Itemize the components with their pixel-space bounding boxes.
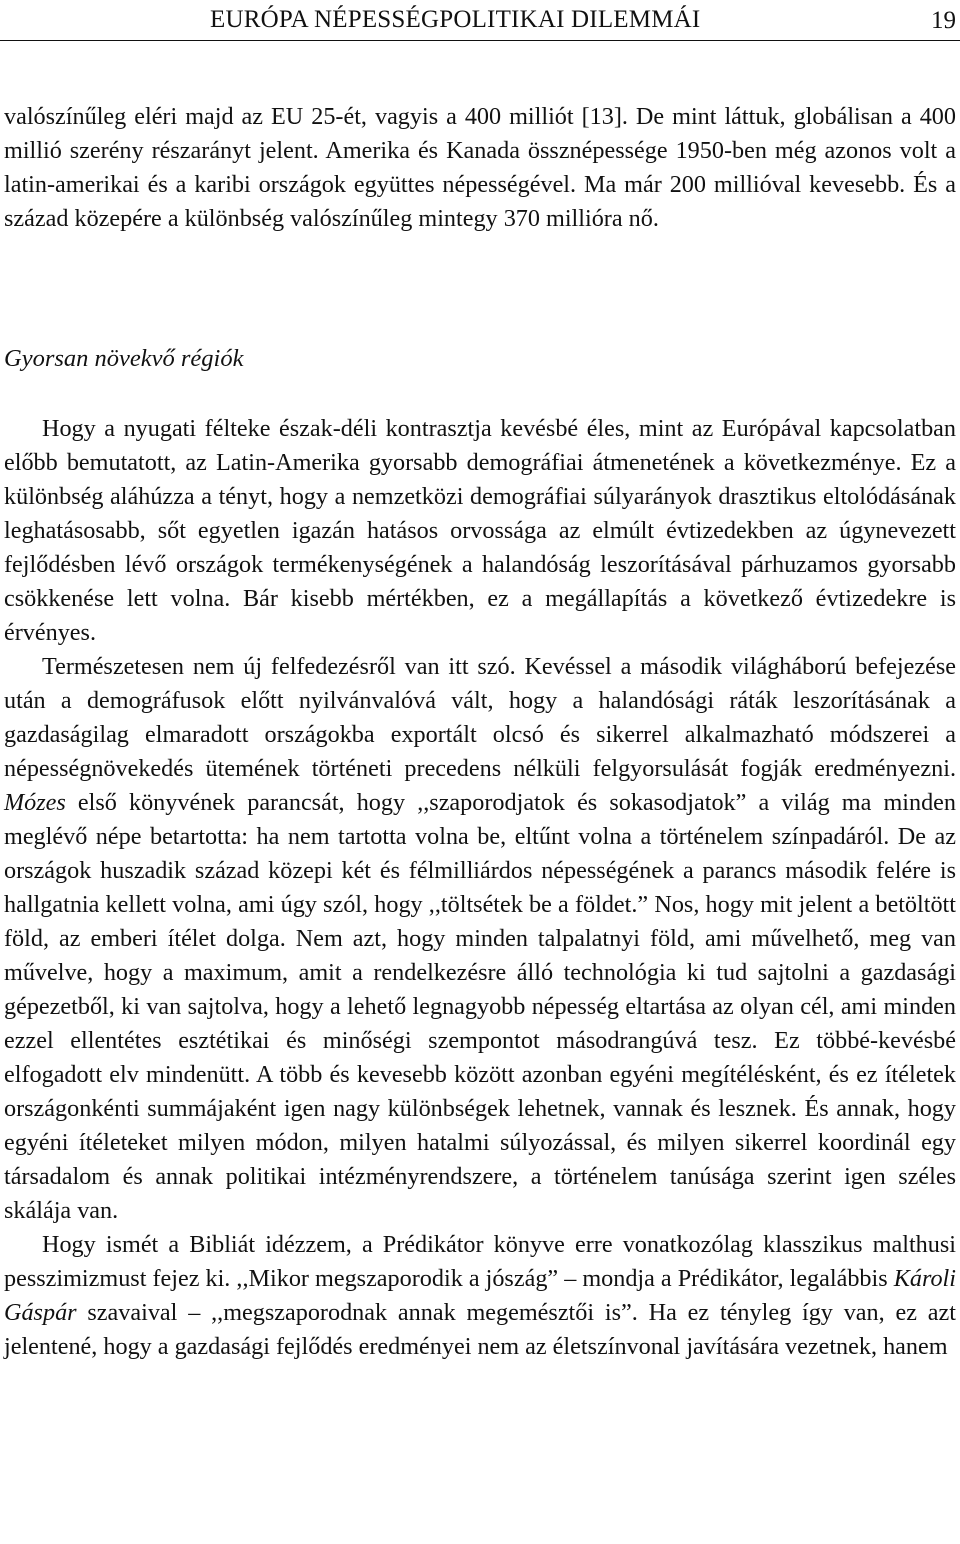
running-header [0,0,960,41]
person-name-karoli: Károli Gáspár [4,1265,956,1326]
paragraph-bible-text-2: szavaival – ,,megszaporodnak annak megemésztői is”. Ha ez tényleg így van, ez azt jelentené, hogy a gazdasági fejlődés eredményei nem az életszínvonal javítására vezetnek, hanem [4,1299,956,1360]
paragraph-bible-text-1: Hogy ismét a Bibliát idézzem, a Prédikátor könyve erre vonatkozólag klasszikus malthusi pesszimizmust fejez ki. ,,Mikor megszaporodik a jószág” – mondja a Prédikátor, legalábbis [4,1231,956,1292]
section-body [4,412,956,1364]
paragraph-discovery-text-2: első könyvének parancsát, hogy ,,szaporodjatok és sokasodjatok” a világ ma minden meglévő népe betartotta: ha nem tartotta volna be, eltűnt volna a történelem színpadáról. De az országok huszadik század közepi két és félmilliárdos népességének a parancs második felére is hallgatnia kellett volna, ami úgy szól, hogy ,,töltsétek be a földet.” Nos, hogy mit jelent a betöltött föld, az emberi ítélet dolga. Nem azt, hogy minden talpalatnyi föld, ami művelhető, meg van művelve, hogy a maximum, amit a rendelkezésre álló technológia ki tud sajtolni a gazdasági gépezetből, ki van sajtolva, hogy a lehető legnagyobb népesség eltartása az olyan cél, ami minden ezzel ellentétes esztétikai és minőségi szempontot másodrangúvá tesz. Ez többé-kevésbé elfogadott elv mindenütt. A több és kevesebb között azonban egyéni megítélésként, és ez ítéletek országonkénti summájaként igen nagy különbségek lehetnek, vannak és lesznek. És annak, hogy egyéni ítéleteket milyen módon, milyen hatalmi súlyozással, és milyen sikerrel koordinál egy társadalom és annak politikai intézményrendszere, a történelem tanúsága szerint igen széles skálája van. [4,789,956,1224]
paragraph-discovery-text-1: Természetesen nem új felfedezésről van itt szó. Kevéssel a második világháború befejezése után a demográfusok előtt nyilvánvalóvá vált, hogy a halandósági ráták leszorításának a gazdaságilag elmaradott országokba exportált olcsó és sikerrel alkalmazható módszerei a népességnövekedés ütemének történeti precedens nélküli felgyorsulását fogják eredményezni. [4,653,956,782]
person-name-mozes: Mózes [4,789,66,816]
running-title: EURÓPA NÉPESSÉGPOLITIKAI DILEMMÁI [210,6,701,33]
page-number: 19 [931,7,956,34]
paragraph-growing-regions: Hogy a nyugati félteke észak-déli kontrasztja kevésbé éles, mint az Európával kapcsolatban előbb bemutatott, az Latin-Amerika gyorsabb demográfiai átmenetének a következménye. Ez a különbség aláhúzza a tényt, hogy a nemzetközi demográfiai súlyarányok drasztikus eltolódásának leghatásosabb, sőt egyetlen igazán hatásos orvossága az elmúlt évtizedekben az úgynevezett fejlődésben lévő országok termékenységének a halandóság leszorításával párhuzamos gyorsabb csökkenése lett volna. Bár kisebb mértékben, ez a megállapítás a következő évtizedekre is érvényes. [4,415,956,646]
section-title: Gyorsan növekvő régiók [4,345,244,372]
paragraph-bible-quote [4,1228,956,1364]
paragraph-intro: valószínűleg eléri majd az EU 25-ét, vagyis a 400 milliót [13]. De mint láttuk, globálisan a 400 millió szerény részarányt jelent. Amerika és Kanada össznépessége 1950-ben még azonos volt a latin-amerikai és a karibi országok együttes népességével. Ma már 200 millióval kevesebb. És a század közepére a különbség valószínűleg mintegy 370 millióra nő. [4,103,956,232]
paragraph-discovery [4,650,956,1228]
